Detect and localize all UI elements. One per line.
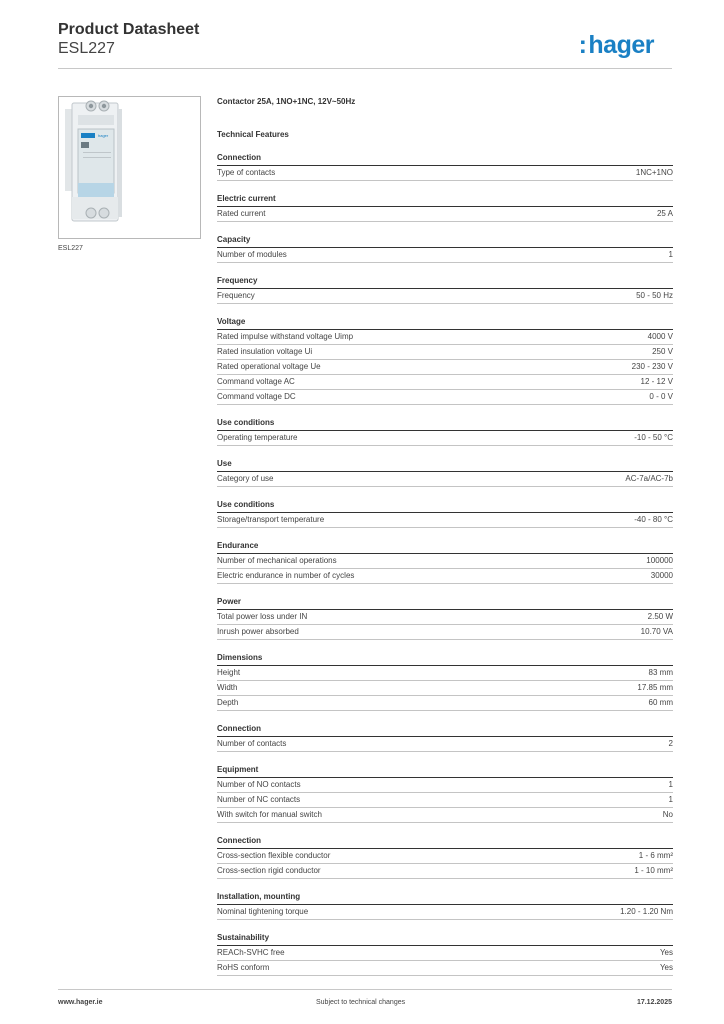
spec-section: [217, 233, 673, 263]
spec-label: Number of NC contacts: [217, 795, 301, 804]
spec-label: Cross-section flexible conductor: [217, 851, 331, 860]
spec-row: [217, 610, 673, 625]
spec-value: 1: [668, 250, 673, 259]
spec-value: 30000: [650, 571, 673, 580]
spec-row: [217, 666, 673, 681]
spec-label: Number of modules: [217, 250, 287, 259]
spec-row: [217, 554, 673, 569]
spec-value: No: [662, 810, 673, 819]
section-title: Frequency: [217, 274, 673, 289]
section-title: Connection: [217, 151, 673, 166]
spec-sections: [217, 151, 673, 976]
section-title: Connection: [217, 722, 673, 737]
technical-features-heading: Technical Features: [217, 130, 289, 139]
spec-row: [217, 330, 673, 345]
spec-label: Inrush power absorbed: [217, 627, 299, 636]
product-code: ESL227: [58, 40, 115, 57]
spec-row: [217, 166, 673, 181]
spec-row: [217, 472, 673, 487]
spec-section: [217, 931, 673, 976]
spec-row: [217, 513, 673, 528]
spec-section: [217, 315, 673, 405]
section-title: Capacity: [217, 233, 673, 248]
spec-row: [217, 360, 673, 375]
spec-section: [217, 763, 673, 823]
spec-row: [217, 390, 673, 405]
spec-value: 250 V: [652, 347, 673, 356]
spec-row: [217, 946, 673, 961]
spec-value: 1 - 10 mm²: [634, 866, 673, 875]
spec-label: Rated impulse withstand voltage Uimp: [217, 332, 354, 341]
section-title: Electric current: [217, 192, 673, 207]
spec-value: 100000: [646, 556, 673, 565]
spec-section: [217, 416, 673, 446]
spec-label: Total power loss under IN: [217, 612, 308, 621]
contactor-device-icon: [59, 97, 200, 238]
spec-label: Number of mechanical operations: [217, 556, 337, 565]
spec-row: [217, 375, 673, 390]
spec-value: Yes: [659, 963, 673, 972]
section-title: Sustainability: [217, 931, 673, 946]
spec-label: Storage/transport temperature: [217, 515, 325, 524]
spec-value: 50 - 50 Hz: [636, 291, 673, 300]
spec-column: [217, 96, 673, 976]
spec-row: [217, 625, 673, 640]
logo-colon-icon: :: [578, 31, 587, 59]
spec-section: [217, 722, 673, 752]
section-title: Power: [217, 595, 673, 610]
header-divider: [58, 68, 672, 69]
spec-section: [217, 151, 673, 181]
spec-value: 10.70 VA: [640, 627, 673, 636]
spec-label: Electric endurance in number of cycles: [217, 571, 355, 580]
spec-value: 1 - 6 mm²: [638, 851, 673, 860]
product-image: [58, 96, 201, 239]
spec-label: With switch for manual switch: [217, 810, 322, 819]
spec-label: Number of contacts: [217, 739, 287, 748]
spec-section: [217, 539, 673, 584]
section-title: Equipment: [217, 763, 673, 778]
spec-row: [217, 681, 673, 696]
spec-label: Command voltage DC: [217, 392, 296, 401]
spec-value: 12 - 12 V: [640, 377, 673, 386]
footer-notice: Subject to technical changes: [316, 999, 406, 1006]
spec-value: 1NC+1NO: [635, 168, 673, 177]
spec-row: [217, 961, 673, 976]
spec-value: AC-7a/AC-7b: [625, 474, 673, 483]
spec-label: Cross-section rigid conductor: [217, 866, 321, 875]
spec-section: [217, 498, 673, 528]
spec-label: Nominal tightening torque: [217, 907, 309, 916]
spec-section: [217, 834, 673, 879]
spec-label: Rated operational voltage Ue: [217, 362, 321, 371]
spec-value: -10 - 50 °C: [634, 433, 673, 442]
spec-row: [217, 778, 673, 793]
spec-label: Depth: [217, 698, 239, 707]
spec-label: Command voltage AC: [217, 377, 295, 386]
spec-row: [217, 849, 673, 864]
spec-value: 17.85 mm: [637, 683, 673, 692]
section-title: Voltage: [217, 315, 673, 330]
product-caption: ESL227: [58, 245, 83, 252]
spec-label: Height: [217, 668, 241, 677]
page-title: Product Datasheet: [58, 21, 200, 38]
spec-value: 0 - 0 V: [649, 392, 673, 401]
spec-section: [217, 192, 673, 222]
section-title: Use conditions: [217, 498, 673, 513]
spec-section: [217, 890, 673, 920]
spec-label: Width: [217, 683, 238, 692]
spec-value: Yes: [659, 948, 673, 957]
section-title: Dimensions: [217, 651, 673, 666]
spec-label: Rated current: [217, 209, 266, 218]
spec-value: -40 - 80 °C: [634, 515, 673, 524]
spec-label: Type of contacts: [217, 168, 276, 177]
spec-section: [217, 595, 673, 640]
spec-label: Category of use: [217, 474, 274, 483]
spec-row: [217, 345, 673, 360]
spec-section: [217, 651, 673, 711]
spec-row: [217, 793, 673, 808]
spec-label: RoHS conform: [217, 963, 270, 972]
spec-value: 230 - 230 V: [631, 362, 673, 371]
spec-row: [217, 289, 673, 304]
spec-row: [217, 808, 673, 823]
spec-row: [217, 207, 673, 222]
spec-value: 1: [668, 780, 673, 789]
spec-row: [217, 696, 673, 711]
hager-logo: [579, 31, 654, 60]
spec-row: [217, 569, 673, 584]
spec-label: Frequency: [217, 291, 255, 300]
spec-row: [217, 864, 673, 879]
svg-text:hager: hager: [98, 133, 109, 138]
spec-value: 2: [668, 739, 673, 748]
spec-row: [217, 248, 673, 263]
spec-label: Rated insulation voltage Ui: [217, 347, 313, 356]
spec-value: 1.20 - 1.20 Nm: [620, 907, 673, 916]
spec-value: 1: [668, 795, 673, 804]
spec-row: [217, 737, 673, 752]
section-title: Installation, mounting: [217, 890, 673, 905]
footer-date: 17.12.2025: [636, 999, 672, 1006]
spec-value: 60 mm: [648, 698, 673, 707]
section-title: Use conditions: [217, 416, 673, 431]
spec-label: Number of NO contacts: [217, 780, 301, 789]
section-title: Connection: [217, 834, 673, 849]
footer-divider: [58, 989, 672, 990]
spec-value: 25 A: [656, 209, 673, 218]
spec-label: REACh-SVHC free: [217, 948, 285, 957]
spec-value: 2.50 W: [647, 612, 673, 621]
section-title: Use: [217, 457, 673, 472]
spec-section: [217, 457, 673, 487]
spec-value: 4000 V: [647, 332, 673, 341]
spec-row: [217, 905, 673, 920]
footer-website: www.hager.ie: [58, 999, 103, 1006]
logo-text: hager: [588, 31, 654, 59]
footer: [58, 999, 672, 1011]
spec-value: 83 mm: [648, 668, 673, 677]
spec-section: [217, 274, 673, 304]
spec-label: Operating temperature: [217, 433, 298, 442]
spec-row: [217, 431, 673, 446]
section-title: Endurance: [217, 539, 673, 554]
header: [58, 20, 672, 70]
product-description: Contactor 25A, 1NO+1NC, 12V~50Hz: [217, 97, 356, 106]
